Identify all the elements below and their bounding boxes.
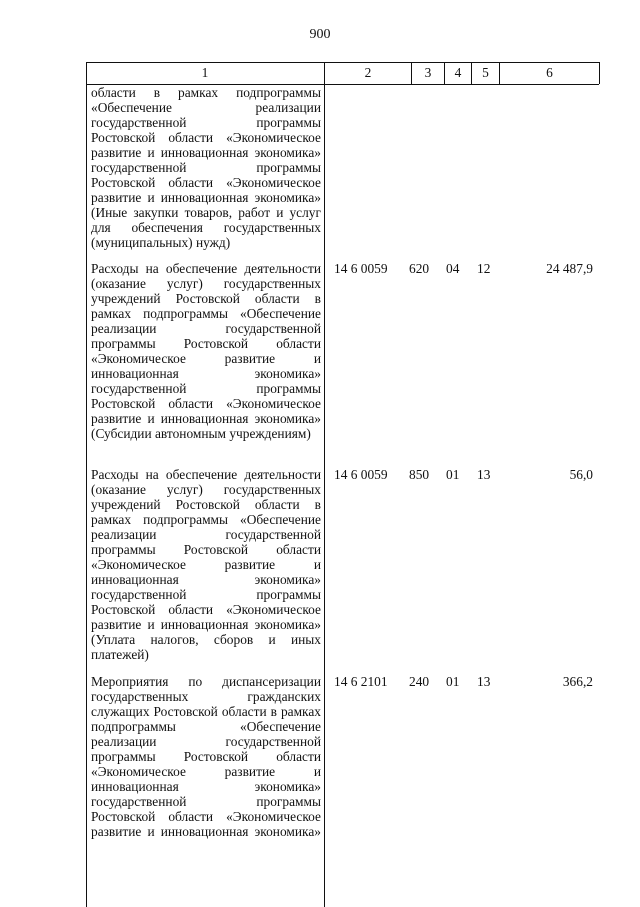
row-rz: 01 [446, 467, 460, 482]
header-col-2: 2 [364, 65, 372, 80]
row-description: области в рамках подпрограммы «Обеспечение реализации государственной программы Ростовской области «Экономическое развитие и инновационная экономика» государственной программы Ростовской области «Экономическое развитие и инновационная экономика» (Иные закупки товаров, работ и услуг для обеспечения государственных (муниципальных) нужд) [91, 85, 321, 250]
row-code: 14 6 2101 [334, 674, 388, 689]
row-code: 14 6 0059 [334, 261, 388, 276]
row-sum: 24 487,9 [546, 261, 593, 276]
header-col-1: 1 [201, 65, 209, 80]
header-col-6: 6 [546, 65, 553, 80]
row-pr: 13 [477, 467, 491, 482]
row-description: Мероприятия по диспансеризации государственных гражданских служащих Ростовской области в рамках подпрограммы «Обеспечение реализации государственной программы Ростовской области «Экономическое развитие и инновационная экономика» государственной программы Ростовской области «Экономическое развитие и инновационная экономика» [91, 674, 321, 839]
row-pr: 12 [477, 261, 491, 276]
table-header-row [86, 62, 599, 85]
header-col-5: 5 [482, 65, 489, 80]
table-divider-col-1 [324, 62, 325, 907]
row-sum: 366,2 [562, 674, 593, 689]
row-code: 14 6 0059 [334, 467, 388, 482]
row-vr: 240 [409, 674, 430, 689]
table-border-left [86, 62, 87, 907]
header-col-4: 4 [454, 65, 462, 80]
page-number: 900 [309, 27, 331, 42]
row-description: Расходы на обеспечение деятельности (оказание услуг) государственных учреждений Ростовской области в рамках подпрограммы «Обеспечение реализации государственной программы Ростовской области «Экономическое развитие и инновационная экономика» государственной программы Ростовской области «Экономическое развитие и инновационная экономика» (Уплата налогов, сборов и иных платежей) [91, 467, 321, 662]
row-rz: 01 [446, 674, 460, 689]
row-rz: 04 [446, 261, 460, 276]
table-divider-col-4 [471, 62, 472, 84]
row-vr: 850 [409, 467, 430, 482]
header-col-3: 3 [424, 65, 432, 80]
table-divider-col-5 [499, 62, 500, 84]
table-divider-col-2 [411, 62, 412, 84]
table-divider-col-3 [444, 62, 445, 84]
row-vr: 620 [409, 261, 430, 276]
row-pr: 13 [477, 674, 491, 689]
budget-table [86, 62, 600, 907]
row-sum: 56,0 [569, 467, 593, 482]
row-description: Расходы на обеспечение деятельности (оказание услуг) государственных учреждений Ростовской области в рамках подпрограммы «Обеспечение реализации государственной программы Ростовской области «Экономическое развитие и инновационная экономика» государственной программы Ростовской области «Экономическое развитие и инновационная экономика» (Субсидии автономным учреждениям) [91, 261, 321, 441]
table-border-right [599, 62, 600, 84]
